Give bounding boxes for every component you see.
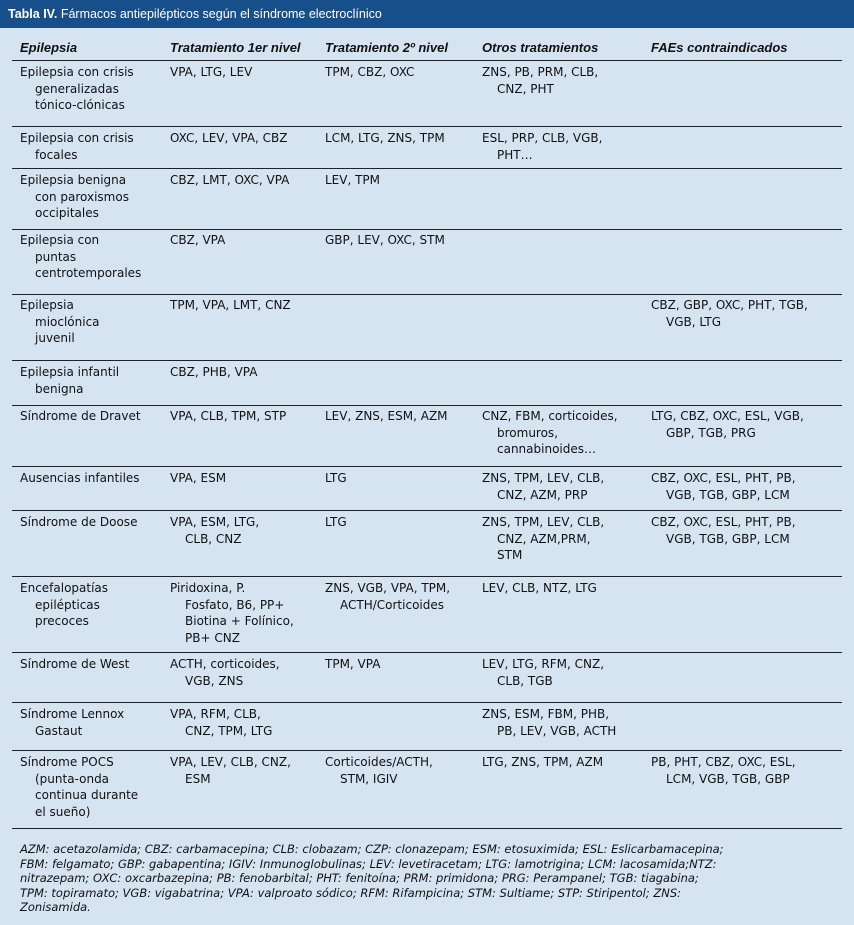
cell-contraindicados: [651, 514, 796, 547]
cell-line: CBZ, VPA: [170, 233, 226, 247]
cell-line: GBP, LEV, OXC, STM: [325, 233, 445, 247]
cell-line: LCM, LTG, ZNS, TPM: [325, 131, 445, 145]
cell-epilepsia: [20, 297, 100, 347]
cell-tratamiento-2: [325, 656, 380, 673]
cell-line: CNZ, FBM, corticoides,: [482, 409, 618, 423]
cell-epilepsia: [20, 470, 140, 487]
footnote-line: TPM: topiramato; VGB: vigabatrina; VPA: valproato sódico; RFM: Rifampicina; STM: Sultiame; STP: Stiripentol; ZNS:: [20, 885, 681, 900]
cell-line: STM, IGIV: [340, 771, 398, 786]
cell-tratamiento-2: [325, 470, 347, 487]
cell-epilepsia: [20, 514, 137, 531]
cell-otros: [482, 580, 597, 597]
cell-line: ZNS, VGB, VPA, TPM,: [325, 581, 451, 595]
table-title: [0, 0, 854, 28]
cell-line: CBZ, OXC, ESL, PHT, PB,: [651, 515, 796, 529]
cell-line: VGB, TGB, GBP, LCM: [666, 487, 790, 502]
table-footnote: [20, 842, 840, 915]
cell-tratamiento-2: [325, 514, 347, 531]
row-divider: [12, 60, 842, 61]
cell-line: STM: [497, 548, 523, 562]
cell-tratamiento-2: [325, 232, 445, 249]
cell-line: LTG: [325, 471, 347, 485]
cell-line: OXC, LEV, VPA, CBZ: [170, 131, 288, 145]
cell-epilepsia: [20, 232, 141, 282]
cell-otros: [482, 754, 603, 771]
footnote-line: nitrazepam; OXC: oxcarbazepina; PB: fenobarbital; PHT: fenitoína; PRM: primidona; PRG: Perampanel; TGB: tiagabina;: [20, 871, 699, 885]
row-divider: [12, 702, 842, 703]
cell-line: Epilepsia infantil: [20, 365, 120, 379]
row-divider: [12, 466, 842, 467]
footnote-line: AZM: acetazolamida; CBZ: carbamacepina; CLB: clobazam; CZP: clonazepam; ESM: etosuximida; ESL: Eslicarbamacepina;: [20, 842, 724, 856]
cell-line: ACTH, corticoides,: [170, 657, 280, 671]
cell-line: Encefalopatías: [20, 581, 109, 595]
cell-line: VPA, LTG, LEV: [170, 65, 253, 79]
cell-line: LEV, CLB, NTZ, LTG: [482, 581, 597, 595]
cell-tratamiento-1: [170, 580, 294, 646]
row-divider: [12, 510, 842, 511]
cell-line: ZNS, TPM, LEV, CLB,: [482, 471, 605, 485]
cell-tratamiento-1: [170, 64, 252, 81]
cell-tratamiento-1: [170, 172, 289, 189]
cell-epilepsia: [20, 172, 129, 222]
cell-line: ESL, PRP, CLB, VGB,: [482, 131, 603, 145]
cell-line: VGB, ZNS: [185, 673, 244, 688]
cell-tratamiento-1: [170, 706, 272, 739]
cell-line: PB+ CNZ: [185, 630, 240, 645]
cell-line: epilépticas: [35, 597, 100, 612]
cell-line: PHT…: [497, 147, 533, 162]
cell-line: el sueño): [35, 804, 91, 819]
cell-line: VPA, LEV, CLB, CNZ,: [170, 755, 291, 769]
row-divider: [12, 294, 842, 295]
cell-otros: [482, 408, 618, 458]
cell-line: GBP, TGB, PRG: [666, 425, 756, 440]
cell-epilepsia: [20, 130, 134, 163]
cell-line: ZNS, ESM, FBM, PHB,: [482, 707, 610, 721]
cell-line: TPM, VPA, LMT, CNZ: [170, 298, 291, 312]
row-divider: [12, 652, 842, 653]
cell-line: Epilepsia con: [20, 233, 100, 247]
row-divider: [12, 360, 842, 361]
cell-line: Síndrome de Doose: [20, 515, 138, 529]
cell-line: Ausencias infantiles: [20, 471, 140, 485]
row-divider: [12, 405, 842, 406]
cell-line: VPA, ESM, LTG,: [170, 515, 260, 529]
cell-tratamiento-1: [170, 130, 288, 147]
cell-line: mioclónica: [35, 314, 100, 329]
cell-contraindicados: [651, 470, 796, 503]
cell-line: generalizadas: [35, 81, 119, 96]
cell-line: focales: [35, 147, 78, 162]
cell-epilepsia: [20, 580, 108, 630]
cell-epilepsia: [20, 364, 119, 397]
row-divider: [12, 229, 842, 230]
cell-line: CLB, CNZ: [185, 531, 242, 546]
cell-line: Síndrome de West: [20, 657, 130, 671]
cell-line: Piridoxina, P.: [170, 581, 246, 595]
footnote-line: Zonisamida.: [20, 900, 91, 914]
cell-line: Síndrome Lennox: [20, 707, 125, 721]
cell-line: ACTH/Corticoides: [340, 597, 444, 612]
cell-line: LEV, TPM: [325, 173, 381, 187]
cell-line: Corticoides/ACTH,: [325, 755, 433, 769]
cell-line: CLB, TGB: [497, 673, 553, 688]
header-tratamiento-2: Tratamiento 2º nivel: [325, 40, 448, 55]
cell-line: continua durante: [35, 788, 139, 802]
row-divider: [12, 828, 842, 829]
cell-line: Síndrome POCS: [20, 755, 114, 769]
cell-tratamiento-1: [170, 754, 291, 787]
cell-line: ESM: [185, 771, 211, 786]
cell-line: VGB, TGB, GBP, LCM: [666, 531, 790, 546]
cell-otros: [482, 470, 604, 503]
cell-line: CBZ, GBP, OXC, PHT, TGB,: [651, 298, 808, 312]
cell-epilepsia: [20, 656, 129, 673]
header-tratamiento-1: Tratamiento 1er nivel: [170, 40, 301, 55]
cell-line: cannabinoides…: [497, 442, 596, 456]
cell-line: TPM, VPA: [325, 657, 381, 671]
cell-line: CBZ, OXC, ESL, PHT, PB,: [651, 471, 796, 485]
cell-line: VPA, CLB, TPM, STP: [170, 409, 287, 423]
cell-otros: [482, 64, 598, 97]
cell-line: ZNS, TPM, LEV, CLB,: [482, 515, 605, 529]
cell-tratamiento-1: [170, 408, 286, 425]
cell-otros: [482, 656, 604, 689]
table-title-text: Fármacos antiepilépticos según el síndrome electroclínico: [57, 7, 382, 21]
cell-line: CNZ, AZM, PRP: [497, 487, 588, 502]
cell-line: LCM, VGB, TGB, GBP: [666, 771, 790, 786]
cell-tratamiento-1: [170, 656, 280, 689]
cell-line: LTG, CBZ, OXC, ESL, VGB,: [651, 409, 804, 423]
cell-line: LEV, ZNS, ESM, AZM: [325, 409, 448, 423]
cell-line: CNZ, PHT: [497, 81, 554, 96]
row-divider: [12, 168, 842, 169]
cell-line: Síndrome de Dravet: [20, 409, 141, 423]
cell-tratamiento-2: [325, 754, 433, 787]
cell-tratamiento-2: [325, 580, 450, 613]
cell-line: occipitales: [35, 206, 99, 220]
row-divider: [12, 126, 842, 127]
cell-tratamiento-2: [325, 130, 445, 147]
table-header-row: [0, 36, 854, 60]
cell-tratamiento-1: [170, 297, 291, 314]
cell-line: juvenil: [35, 331, 75, 345]
cell-line: puntas: [35, 249, 77, 264]
cell-line: PB, PHT, CBZ, OXC, ESL,: [651, 755, 796, 769]
cell-line: Epilepsia con crisis: [20, 131, 134, 145]
cell-line: LEV, LTG, RFM, CNZ,: [482, 657, 605, 671]
cell-contraindicados: [651, 297, 808, 330]
footnote-line: FBM: felgamato; GBP: gabapentina; IGIV: Inmunoglobulinas; LEV: levetiracetam; LTG: lamotrigina; LCM: lacosamida;NTZ:: [20, 856, 717, 871]
cell-tratamiento-2: [325, 64, 414, 81]
cell-tratamiento-2: [325, 408, 448, 425]
cell-contraindicados: [651, 754, 796, 787]
cell-tratamiento-2: [325, 172, 380, 189]
cell-epilepsia: [20, 754, 138, 820]
cell-epilepsia: [20, 64, 134, 114]
row-divider: [12, 750, 842, 751]
cell-line: CNZ, AZM,PRM,: [497, 531, 591, 546]
cell-line: VPA, RFM, CLB,: [170, 707, 261, 721]
cell-line: TPM, CBZ, OXC: [325, 65, 415, 79]
cell-otros: [482, 514, 604, 564]
cell-line: ZNS, PB, PRM, CLB,: [482, 65, 599, 79]
cell-line: con paroxismos: [35, 189, 129, 204]
cell-line: CBZ, LMT, OXC, VPA: [170, 173, 290, 187]
cell-line: precoces: [35, 614, 89, 628]
header-contraindicados: FAEs contraindicados: [651, 40, 788, 55]
cell-line: CBZ, PHB, VPA: [170, 365, 258, 379]
cell-otros: [482, 706, 616, 739]
cell-epilepsia: [20, 408, 141, 425]
cell-otros: [482, 130, 602, 163]
cell-line: Epilepsia benigna: [20, 173, 127, 187]
cell-line: Fosfato, B6, PP+: [185, 597, 285, 612]
cell-line: VGB, LTG: [666, 314, 722, 329]
cell-tratamiento-1: [170, 514, 259, 547]
cell-line: Epilepsia: [20, 298, 74, 312]
row-divider: [12, 576, 842, 577]
cell-line: LTG: [325, 515, 347, 529]
header-otros: Otros tratamientos: [482, 40, 599, 55]
table-title-label: Tabla IV.: [8, 7, 58, 21]
cell-line: CNZ, TPM, LTG: [185, 723, 273, 738]
cell-line: tónico-clónicas: [35, 98, 125, 112]
cell-tratamiento-1: [170, 232, 225, 249]
cell-line: benigna: [35, 381, 84, 396]
cell-tratamiento-1: [170, 364, 257, 381]
cell-line: VPA, ESM: [170, 471, 227, 485]
cell-line: centrotemporales: [35, 266, 142, 280]
cell-line: bromuros,: [497, 425, 559, 440]
cell-line: LTG, ZNS, TPM, AZM: [482, 755, 604, 769]
cell-line: Epilepsia con crisis: [20, 65, 134, 79]
cell-line: Biotina + Folínico,: [185, 614, 294, 628]
cell-line: PB, LEV, VGB, ACTH: [497, 723, 617, 738]
cell-contraindicados: [651, 408, 804, 441]
header-epilepsia: Epilepsia: [20, 40, 78, 55]
cell-line: (punta-onda: [35, 771, 110, 786]
cell-epilepsia: [20, 706, 124, 739]
cell-tratamiento-1: [170, 470, 226, 487]
cell-line: Gastaut: [35, 723, 83, 738]
